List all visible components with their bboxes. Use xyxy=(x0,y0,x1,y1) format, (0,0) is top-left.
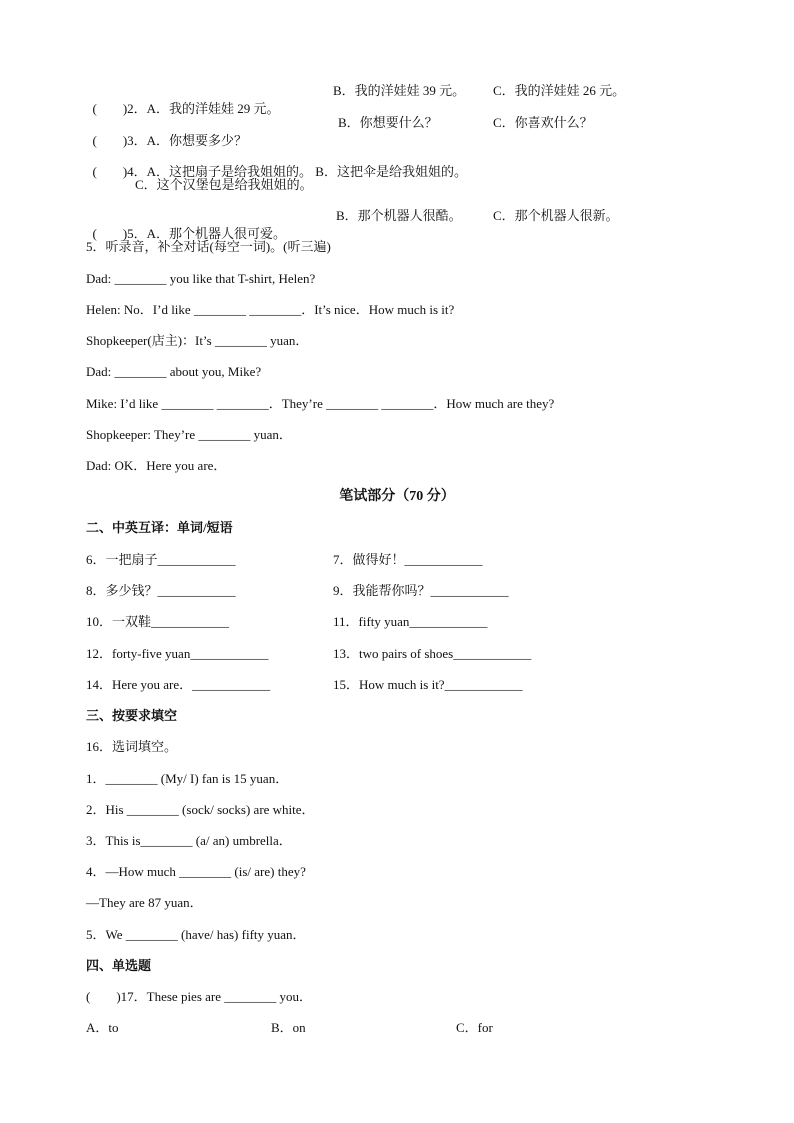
question-17: ( )17．These pies are ________ you． xyxy=(86,989,313,1004)
dialogue-line: Dad: OK．Here you are． xyxy=(86,458,227,473)
translation-item: 6．一把扇子____________ xyxy=(86,552,236,567)
q2-option-c: C．我的洋娃娃 26 元。 xyxy=(493,83,626,98)
dialogue-line: Dad: ________ you like that T-shirt, Helen? xyxy=(86,271,316,286)
q17-option-c: C．for xyxy=(456,1020,493,1035)
answer-paren: ( ) xyxy=(92,226,128,241)
dialogue-line: Helen: No．I’d like ________ ________．It’s nice．How much is it? xyxy=(86,302,455,317)
dialogue-line: Mike: I’d like ________ ________．They’re ________ ________．How much are they? xyxy=(86,396,555,411)
answer-paren: ( ) xyxy=(92,133,128,148)
q2-option-a: 2．A．我的洋娃娃 29 元。 xyxy=(127,101,280,116)
part4-title: 四、单选题 xyxy=(86,958,152,973)
q4-option-c: C．这个汉堡包是给我姐姐的。 xyxy=(135,177,313,192)
q17-option-a: A．to xyxy=(86,1020,119,1035)
part2-title: 二、中英互译：单词/短语 xyxy=(86,520,233,535)
translation-item: 13．two pairs of shoes____________ xyxy=(333,646,532,661)
fill-item: 2．His ________ (sock/ socks) are white． xyxy=(86,802,315,817)
dialogue-line: Dad: ________ about you, Mike? xyxy=(86,364,262,379)
translation-item: 14．Here you are．____________ xyxy=(86,677,271,692)
q4-options-ab: 4．A．这把扇子是给我姐姐的。 B．这把伞是给我姐姐的。 xyxy=(127,164,467,179)
q5-option-b: B．那个机器人很酷。 xyxy=(336,208,462,223)
q3-option-b: B．你想要什么？ xyxy=(338,115,438,130)
fill-item: —They are 87 yuan． xyxy=(86,895,203,910)
answer-paren: ( ) xyxy=(92,164,128,179)
section-5-title: 5．听录音，补全对话(每空一词)。(听三遍) xyxy=(86,239,331,254)
question-2 xyxy=(86,82,280,118)
dialogue-line: Shopkeeper: They’re ________ yuan． xyxy=(86,427,292,442)
answer-paren: ( ) xyxy=(92,101,128,116)
fill-item: 4．—How much ________ (is/ are) they? xyxy=(86,864,306,879)
translation-item: 7．做得好！____________ xyxy=(333,552,483,567)
translation-item: 15．How much is it?____________ xyxy=(333,677,523,692)
translation-item: 12．forty-five yuan____________ xyxy=(86,646,269,661)
q3-option-a: 3．A．你想要多少？ xyxy=(127,133,248,148)
question-16: 16．选词填空。 xyxy=(86,739,178,754)
q5-option-a: 5．A．那个机器人很可爱。 xyxy=(127,226,287,241)
translation-item: 10．一双鞋____________ xyxy=(86,614,230,629)
fill-item: 5．We ________ (have/ has) fifty yuan． xyxy=(86,927,306,942)
q3-option-c: C．你喜欢什么？ xyxy=(493,115,593,130)
fill-item: 1．________ (My/ I) fan is 15 yuan． xyxy=(86,771,289,786)
written-section-title: 笔试部分（70 分） xyxy=(339,489,455,504)
q17-option-b: B．on xyxy=(271,1020,306,1035)
part3-title: 三、按要求填空 xyxy=(86,708,178,723)
translation-item: 11．fifty yuan____________ xyxy=(333,614,488,629)
q2-option-b: B．我的洋娃娃 39 元。 xyxy=(333,83,466,98)
q5-option-c: C．那个机器人很新。 xyxy=(493,208,619,223)
dialogue-line: Shopkeeper(店主)：It’s ________ yuan． xyxy=(86,333,309,348)
translation-item: 9．我能帮你吗？____________ xyxy=(333,583,509,598)
fill-item: 3．This is________ (a/ an) umbrella． xyxy=(86,833,292,848)
translation-item: 8．多少钱？____________ xyxy=(86,583,236,598)
